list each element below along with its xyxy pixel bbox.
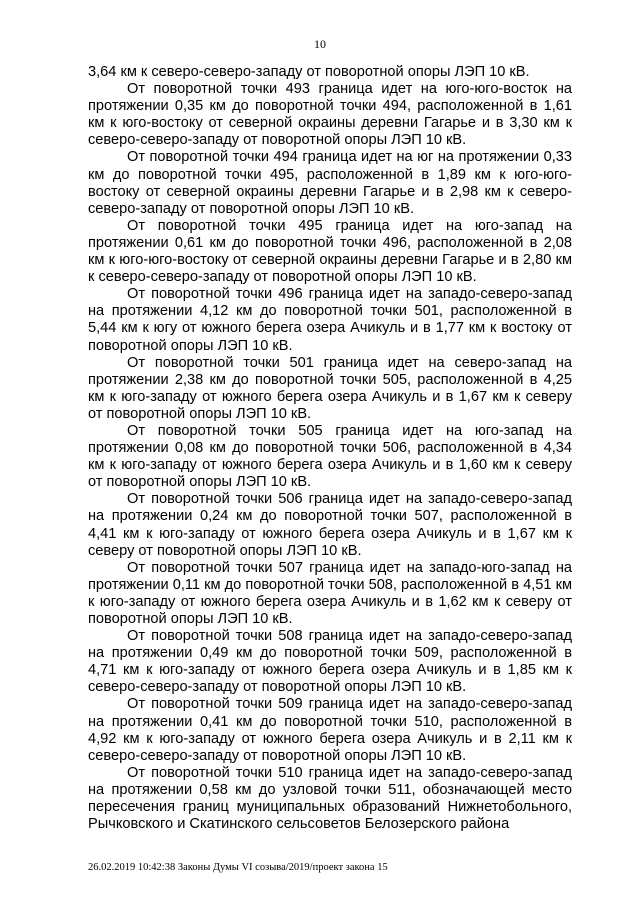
paragraph-point-493: От поворотной точки 493 граница идет на юго-юго-восток на протяжении 0,35 км до поворотной точки 494, расположенной в 1,61 км к юго-востоку от северной окраины деревни Гагарье и в 3,30 км к северо-северо-западу от поворотной опоры ЛЭП 10 кВ. bbox=[88, 81, 572, 149]
paragraph-point-496: От поворотной точки 496 граница идет на западо-северо-запад на протяжении 4,12 км до поворотной точки 501, расположенной в 5,44 км к югу от южного берега озера Ачикуль и в 1,77 км к востоку от поворотной опоры ЛЭП 10 кВ. bbox=[88, 286, 572, 354]
page-number: 10 bbox=[314, 37, 326, 51]
paragraph-point-494: От поворотной точки 494 граница идет на юг на протяжении 0,33 км до поворотной точки 495, расположенной в 1,89 км к юго-юго-востоку от северной окраины деревни Гагарье и в 2,98 км к северо-северо-западу от поворотной опоры ЛЭП 10 кВ. bbox=[88, 149, 572, 217]
paragraph-point-508: От поворотной точки 508 граница идет на западо-северо-запад на протяжении 0,49 км до поворотной точки 509, расположенной в 4,71 км к юго-западу от южного берега озера Ачикуль и в 1,85 км к северо-северо-западу от поворотной опоры ЛЭП 10 кВ. bbox=[88, 628, 572, 696]
paragraph-point-501: От поворотной точки 501 граница идет на северо-запад на протяжении 2,38 км до поворотной точки 505, расположенной в 4,25 км к юго-западу от южного берега озера Ачикуль и в 1,67 км к северу от поворотной опоры ЛЭП 10 кВ. bbox=[88, 354, 572, 422]
document-footer: 26.02.2019 10:42:38 Законы Думы VI созыва/2019/проект закона 15 bbox=[88, 862, 388, 873]
document-body bbox=[88, 64, 572, 833]
paragraph-point-507: От поворотной точки 507 граница идет на западо-юго-запад на протяжении 0,11 км до поворотной точки 508, расположенной в 4,51 км к юго-западу от южного берега озера Ачикуль и в 1,62 км к северу от поворотной опоры ЛЭП 10 кВ. bbox=[88, 559, 572, 627]
paragraph-point-495: От поворотной точки 495 граница идет на юго-запад на протяжении 0,61 км до поворотной точки 496, расположенной в 2,08 км к юго-юго-востоку от северной окраины деревни Гагарье и в 2,80 км к северо-северо-западу от поворотной опоры ЛЭП 10 кВ. bbox=[88, 217, 572, 286]
paragraph-point-510: От поворотной точки 510 граница идет на западо-северо-запад на протяжении 0,58 км до узловой точки 511, обозначающей место пересечения границ муниципальных образований Нижнетобольного, Рычковского и Скатинского сельсоветов Белозерского района bbox=[88, 764, 572, 833]
paragraph-point-506: От поворотной точки 506 граница идет на западо-северо-запад на протяжении 0,24 км до поворотной точки 507, расположенной в 4,41 км к юго-западу от южного берега озера Ачикуль и в 1,67 км к северу от поворотной опоры ЛЭП 10 кВ. bbox=[88, 491, 572, 559]
paragraph-point-509: От поворотной точки 509 граница идет на западо-северо-запад на протяжении 0,41 км до поворотной точки 510, расположенной в 4,92 км к юго-западу от южного берега озера Ачикуль и в 2,11 км к северо-северо-западу от поворотной опоры ЛЭП 10 кВ. bbox=[88, 696, 572, 764]
paragraph-continuation: 3,64 км к северо-северо-западу от поворотной опоры ЛЭП 10 кВ. bbox=[88, 64, 530, 80]
paragraph-point-505: От поворотной точки 505 граница идет на юго-запад на протяжении 0,08 км до поворотной точки 506, расположенной в 4,34 км к юго-западу от южного берега озера Ачикуль и в 1,60 км к северу от поворотной опоры ЛЭП 10 кВ. bbox=[88, 422, 572, 491]
